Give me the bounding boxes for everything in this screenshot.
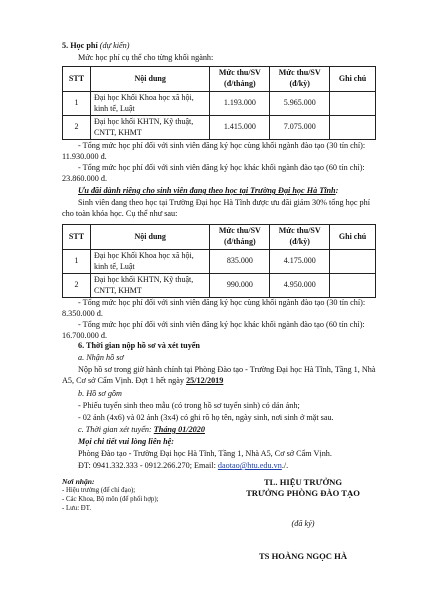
promo-title: Ưu đãi dành riêng cho sinh viên đang theo học tại Trường Đại học Hà Tĩnh xyxy=(78,186,336,195)
header-cell: Nội dung xyxy=(90,225,209,250)
promo-total-other-major: - Tổng mức học phí đối với sinh viên đăng ký học khác khối ngành đào tạo (60 tín chỉ): 16.700.000 đ. xyxy=(62,320,365,340)
table-cell: 2 xyxy=(63,116,91,140)
promo-text: Sinh viên đang theo học tại Trường Đại học Hà Tĩnh được ưu đãi giảm 30% tổng học phí cho toàn khóa học. Cụ thể như sau: xyxy=(62,198,370,218)
section-6b-title: b. Hồ sơ gồm xyxy=(78,389,122,398)
fee-table-1-header xyxy=(63,67,376,92)
section-6-title: 6. Thời gian nộp hồ sơ và xét tuyển xyxy=(78,341,200,350)
section-6c-title: c. Thời gian xét tuyển: xyxy=(78,425,154,434)
section-6b-item-2: - 02 ảnh (4x6) và 02 ảnh (3x4) có ghi rõ họ tên, ngày sinh, nơi sinh ở mặt sau. xyxy=(78,413,334,422)
table-cell xyxy=(330,274,376,298)
review-date: Tháng 01/2020 xyxy=(153,425,205,434)
section-6a-text xyxy=(62,365,376,387)
section-5-heading xyxy=(62,41,376,52)
section-6b-item-1: - Phiếu tuyển sinh theo mẫu (có trong hồ sơ tuyển sinh) có dán ảnh; xyxy=(78,401,300,410)
header-cell: Mức thu/SV (đ/kỳ) xyxy=(270,225,330,250)
table-cell: 835.000 xyxy=(210,250,270,274)
recipient-item: - Hiệu trưởng (để chỉ đạo); xyxy=(62,487,136,495)
table-cell: Đại học Khối Khoa học xã hội, kinh tế, Luật xyxy=(90,250,209,274)
header-cell: Mức thu/SV (đ/tháng) xyxy=(210,67,270,92)
table-cell: Đại học khối KHTN, Kỹ thuật, CNTT, KHMT xyxy=(90,274,209,298)
table-cell: 990.000 xyxy=(210,274,270,298)
table-cell xyxy=(330,92,376,116)
signature-block xyxy=(218,477,388,500)
contact-phone: ĐT: 0941.332.333 - 0912.266.270; Email: xyxy=(78,461,218,470)
signer-name: TS HOÀNG NGỌC HÀ xyxy=(258,551,348,561)
header-cell: Mức thu/SV (đ/tháng) xyxy=(210,225,270,250)
section-5-title: 5. Học phí xyxy=(62,41,98,50)
contact-email-link[interactable]: daotao@htu.edu.vn xyxy=(217,461,282,470)
section-5-title-suffix: (dự kiến) xyxy=(97,41,130,50)
contact-address: Phòng Đào tạo - Trường Đại học Hà Tĩnh, Tầng 1, Nhà A5, Cơ sở Cẩm Vịnh. xyxy=(78,449,332,458)
fee-total-other-major: - Tổng mức học phí đối với sinh viên đăng ký học khác khối ngành đào tạo (60 tín chỉ): 23.860.000 đ. xyxy=(62,163,365,183)
fee-table-2-header xyxy=(63,225,376,250)
table-cell xyxy=(330,250,376,274)
fee-table-1 xyxy=(62,66,376,140)
table-row xyxy=(63,274,376,298)
table-cell: 4.175.000 xyxy=(270,250,330,274)
table-cell: 7.075.000 xyxy=(270,116,330,140)
header-cell: STT xyxy=(63,67,91,92)
recipients-title: Nơi nhận: xyxy=(62,477,95,486)
contact-end: ./. xyxy=(281,461,289,470)
contact-title: Mọi chi tiết vui lòng liên hệ: xyxy=(78,437,174,446)
table-cell: 1 xyxy=(63,92,91,116)
recipient-item: - Các Khoa, Bộ môn (để phối hợp); xyxy=(62,495,159,503)
table-cell: 4.950.000 xyxy=(270,274,330,298)
section-6c xyxy=(62,425,376,436)
header-cell: Ghi chú xyxy=(330,225,376,250)
table-row xyxy=(63,92,376,116)
table-row xyxy=(63,250,376,274)
table-cell xyxy=(330,116,376,140)
promo-title-suffix: : xyxy=(335,186,339,195)
section-6a-body: Nộp hồ sơ trong giờ hành chính tại Phòng Đào tạo - Trường Đại học Hà Tĩnh, Tầng 1, Nhà A5, Cơ sở Cẩm Vịnh. Đợt 1 hết ngày xyxy=(62,365,376,385)
header-cell: Ghi chú xyxy=(330,67,376,92)
header-cell: Mức thu/SV (đ/kỳ) xyxy=(270,67,330,92)
contact-phone-email xyxy=(62,461,376,472)
deadline-date: 25/12/2019 xyxy=(186,375,224,385)
signature-line-2: TRƯỞNG PHÒNG ĐÀO TẠO xyxy=(246,488,360,499)
table-cell: Đại học Khối Khoa học xã hội, kinh tế, Luật xyxy=(90,92,209,116)
recipient-item: - Lưu: ĐT. xyxy=(62,504,92,512)
section-5-intro: Mức học phí cụ thể cho từng khối ngành: xyxy=(78,53,214,62)
table-row xyxy=(63,116,376,140)
table-cell: 1.193.000 xyxy=(210,92,270,116)
signature-line-1: TL. HIỆU TRƯỞNG xyxy=(263,477,343,487)
fee-table-2 xyxy=(62,224,376,298)
table-cell: 1.415.000 xyxy=(210,116,270,140)
section-6a-title: a. Nhận hồ sơ xyxy=(78,353,124,362)
promo-heading xyxy=(62,186,376,197)
table-cell: 1 xyxy=(63,250,91,274)
table-cell: Đại học khối KHTN, Kỹ thuật, CNTT, KHMT xyxy=(90,116,209,140)
table-cell: 5.965.000 xyxy=(270,92,330,116)
recipients-block xyxy=(62,477,202,514)
signed-note: (đã ký) xyxy=(291,519,315,528)
fee-total-same-major: - Tổng mức học phí đối với sinh viên đăng ký học cùng khối ngành đào tạo (30 tín chỉ): 11.930.000 đ. xyxy=(62,141,366,161)
header-cell: STT xyxy=(63,225,91,250)
promo-total-same-major: - Tổng mức học phí đối với sinh viên đăng ký học cùng khối ngành đào tạo (30 tín chỉ): 8.350.000 đ. xyxy=(62,298,366,318)
table-cell: 2 xyxy=(63,274,91,298)
header-cell: Nội dung xyxy=(90,67,209,92)
